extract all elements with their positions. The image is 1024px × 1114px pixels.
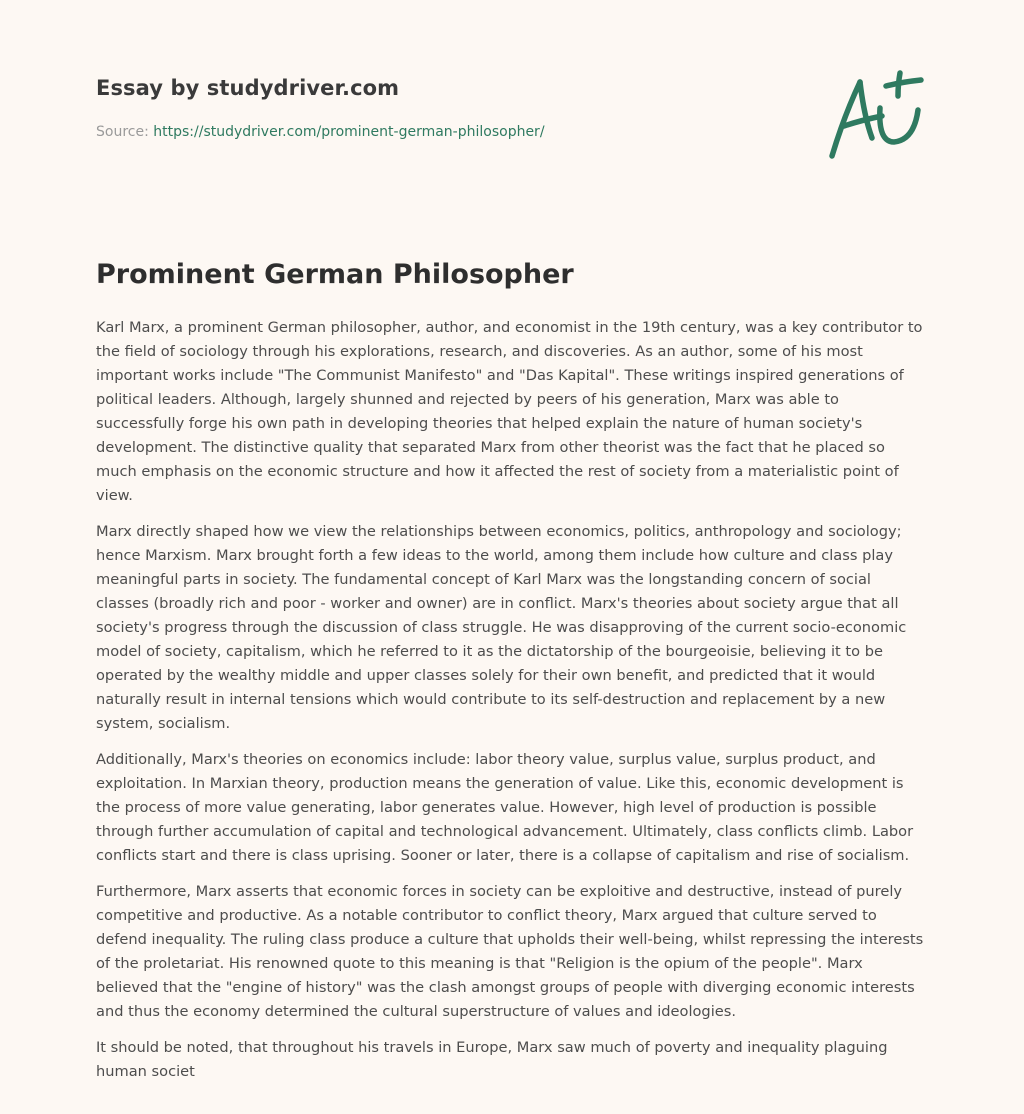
essay-body <box>96 316 928 1096</box>
source-label: Source: <box>96 124 149 140</box>
source-line <box>96 124 545 140</box>
brand-title: Essay by studydriver.com <box>96 76 400 100</box>
essay-paragraph: It should be noted, that throughout his travels in Europe, Marx saw much of poverty and inequality plaguing human societ <box>96 1039 888 1080</box>
page-header <box>96 74 928 174</box>
essay-title: Prominent German Philosopher <box>96 259 574 290</box>
logo-a-left-stroke <box>832 82 860 156</box>
logo-a-crossbar <box>844 116 882 126</box>
essay-paragraph: Marx directly shaped how we view the relationships between economics, politics, anthropology and sociology; hence Marxism. Marx brought forth a few ideas to the world, among them include how culture and class play meaningful parts in society. The fundamental concept of Karl Marx was the longstanding concern of social classes (broadly rich and poor - worker and owner) are in conflict. Marx's theories about society argue that all society's progress through the discussion of class struggle. He was disapproving of the current socio-economic model of society, capitalism, which he referred to it as the dictatorship of the bourgeoisie, believing it to be operated by the wealthy middle and upper classes solely for their own benefit, and predicted that it would naturally result in internal tensions which would contribute to its self-destruction and replacement by a new system, socialism. <box>96 523 907 732</box>
essay-paragraph: Additionally, Marx's theories on economics include: labor theory value, surplus value, surplus product, and exploitation. In Marxian theory, production means the generation of value. Like this, economic development is the process of more value generating, labor generates value. However, high level of production is possible through further accumulation of capital and technological advancement. Ultimately, class conflicts climb. Labor conflicts start and there is class uprising. Sooner or later, there is a collapse of capitalism and rise of socialism. <box>96 751 914 864</box>
source-link[interactable]: https://studydriver.com/prominent-german-philosopher/ <box>153 124 545 140</box>
logo-plus-horizontal <box>886 80 921 86</box>
logo-curl <box>880 108 918 142</box>
essay-paragraph: Furthermore, Marx asserts that economic forces in society can be exploitive and destructive, instead of purely competitive and productive. As a notable contributor to conflict theory, Marx argued that culture served to defend inequality. The ruling class produce a culture that upholds their well-being, whilst repressing the interests of the proletariat. His renowned quote to this meaning is that "Religion is the opium of the people". Marx believed that the "engine of history" was the clash amongst groups of people with diverging economic interests and thus the economy determined the cultural superstructure of values and ideologies. <box>96 883 924 1020</box>
a-plus-logo-icon <box>822 68 926 164</box>
essay-paragraph: Karl Marx, a prominent German philosopher, author, and economist in the 19th century, was a key contributor to the field of sociology through his explorations, research, and discoveries. As an author, some of his most important works include "The Communist Manifesto" and "Das Kapital". These writings inspired generations of political leaders. Although, largely shunned and rejected by peers of his generation, Marx was able to successfully forge his own path in developing theories that helped explain the nature of human society's development. The distinctive quality that separated Marx from other theorist was the fact that he placed so much emphasis on the economic structure and how it affected the rest of society from a materialistic point of view. <box>96 319 923 504</box>
essay-page <box>96 0 928 1114</box>
logo-a-right-stroke <box>860 82 872 138</box>
